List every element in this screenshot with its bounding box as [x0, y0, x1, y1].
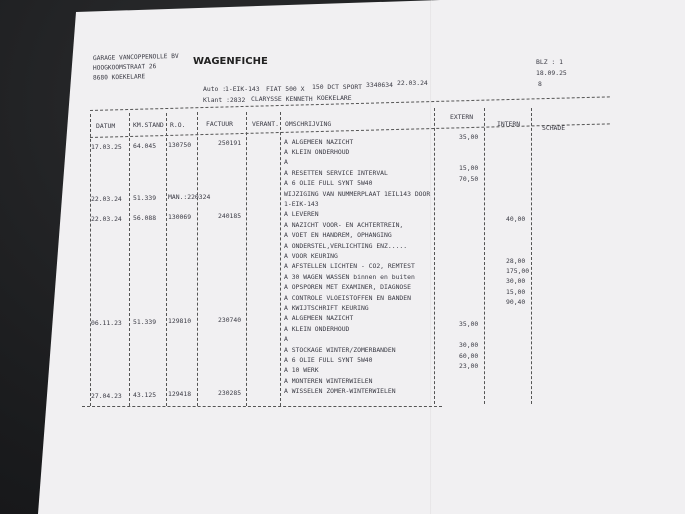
- cell-factuur: 250191: [218, 139, 242, 148]
- cell-omschrijving: A NAZICHT VOOR- EN ACHTERTREIN,: [284, 220, 404, 229]
- cell-omschrijving: A VOOR KEURING: [284, 252, 338, 260]
- cell-omschrijving: A ALGEMEEN NAZICHT: [284, 314, 354, 323]
- cell-ro: 129418: [168, 390, 192, 399]
- cell-extern: 15,00: [459, 164, 479, 173]
- client-name: CLARYSSE KENNETH: [251, 95, 313, 103]
- cell-omschrijving: A 6 OLIE FULL SYNT 5W40: [284, 356, 373, 364]
- cell-factuur: 230740: [218, 316, 242, 325]
- col-rule: [434, 108, 435, 404]
- cell-extern: 60,00: [459, 351, 479, 360]
- cell-omschrijving: A STOCKAGE WINTER/ZOMERBANDEN: [284, 345, 396, 354]
- cell-km-stand: 56.088: [133, 214, 157, 223]
- client-label: Klant :2832: [203, 96, 246, 104]
- vehicle-model: FIAT 500 X: [266, 85, 305, 93]
- cell-omschrijving: A VOET EN HANDREM, OPHANGING: [284, 231, 392, 240]
- print-date: 18.09.25: [536, 69, 567, 77]
- cell-datum: 22.03.24: [91, 215, 122, 224]
- col-header-extern: EXTERN: [450, 113, 474, 121]
- cell-omschrijving: A ONDERSTEL,VERLICHTING ENZ.....: [284, 241, 408, 250]
- cell-ro: 129810: [168, 317, 192, 326]
- cell-intern: 90,40: [506, 298, 526, 307]
- cell-datum: 27.04.23: [91, 392, 122, 401]
- cell-ro: 130750: [168, 140, 192, 149]
- company-city: 8680 KOEKELARE: [92, 73, 146, 82]
- cell-omschrijving: A ALGEMEEN NAZICHT: [284, 137, 354, 146]
- cell-omschrijving: A: [284, 335, 288, 344]
- cell-km-stand: 51.339: [133, 318, 157, 327]
- cell-omschrijving: A 30 WAGEN WASSEN binnen en buiten: [284, 272, 415, 281]
- cell-ro: 130069: [168, 213, 192, 222]
- page-number: BLZ : 1: [536, 58, 563, 66]
- col-header-datum: DATUM: [96, 122, 116, 130]
- cell-omschrijving: A 6 OLIE FULL SYNT 5W40: [284, 179, 373, 188]
- cell-km-stand: 43.125: [133, 391, 157, 400]
- col-header-omschrijving: OMSCHRIJVING: [285, 120, 332, 128]
- cell-omschrijving: A KWIJTSCHRIFT KEURING: [284, 304, 369, 312]
- client-city: KOEKELARE: [317, 94, 352, 102]
- page-code: 8: [538, 80, 542, 88]
- cell-factuur: 240185: [218, 212, 242, 221]
- cell-datum: 17.03.25: [91, 142, 122, 151]
- paper-fold: [430, 0, 432, 514]
- col-rule: [484, 108, 485, 404]
- col-header-schade: SCHADE: [542, 124, 566, 132]
- cell-datum: 06.11.23: [91, 319, 122, 328]
- cell-extern: 30,00: [459, 341, 479, 350]
- vehicle-date: 22.03.24: [397, 79, 428, 87]
- cell-omschrijving: A KLEIN ONDERHOUD: [284, 148, 350, 156]
- cell-omschrijving: 1-EIK-143: [284, 200, 319, 208]
- col-header-factuur: FACTUUR: [206, 120, 233, 128]
- cell-intern: 28,00: [506, 256, 526, 265]
- cell-intern: 15,00: [506, 287, 526, 296]
- vehicle-code: 3340634: [366, 81, 393, 89]
- vehicle-version: 150 DCT SPORT: [312, 83, 363, 91]
- table-bottom-rule: [82, 406, 442, 407]
- cell-extern: 70,50: [459, 174, 479, 183]
- cell-omschrijving: A KLEIN ONDERHOUD: [284, 324, 350, 333]
- col-rule: [531, 108, 532, 404]
- cell-omschrijving: A 10 WERK: [284, 366, 319, 375]
- cell-datum: 22.03.24: [91, 194, 122, 203]
- cell-km-stand: 51.339: [133, 193, 157, 202]
- col-rule: [246, 112, 247, 406]
- cell-omschrijving: A RESETTEN SERVICE INTERVAL: [284, 168, 388, 177]
- cell-extern: 35,00: [459, 320, 479, 329]
- col-header-ro: R.O.: [170, 121, 186, 129]
- cell-intern: 30,00: [506, 277, 526, 286]
- cell-omschrijving: A AFSTELLEN LICHTEN - CO2, REMTEST: [284, 262, 415, 271]
- cell-omschrijving: A MONTEREN WINTERWIELEN: [284, 376, 373, 385]
- cell-omschrijving: WIJZIGING VAN NUMMERPLAAT 1EIL143 DOOR: [284, 189, 431, 198]
- col-rule: [166, 113, 167, 406]
- col-rule: [129, 113, 130, 406]
- cell-omschrijving: A LEVEREN: [284, 210, 319, 219]
- cell-omschrijving: A CONTROLE VLOEISTOFFEN EN BANDEN: [284, 293, 411, 302]
- cell-omschrijving: A: [284, 158, 288, 167]
- cell-ro: MAN.:220324: [168, 192, 211, 201]
- cell-intern: 175,00: [506, 267, 530, 275]
- company-street: HOOGKOOMSTRAAT 26: [92, 63, 157, 72]
- col-header-kmstand: KM.STAND: [133, 121, 164, 129]
- cell-intern: 40,00: [506, 215, 526, 223]
- company-name: GARAGE VANCOPPENOLLE BV: [92, 52, 179, 63]
- col-header-intern: INTERN: [497, 120, 521, 128]
- cell-extern: 35,00: [459, 133, 479, 142]
- cell-factuur: 230285: [218, 388, 242, 397]
- col-rule: [197, 112, 198, 406]
- col-rule: [280, 112, 281, 406]
- col-header-verant: VERANT.: [252, 120, 279, 128]
- cell-extern: 23,00: [459, 361, 479, 370]
- cell-omschrijving: A OPSPOREN MET EXAMINER, DIAGNOSE: [284, 283, 411, 292]
- cell-km-stand: 64.045: [133, 141, 157, 150]
- cell-omschrijving: A WISSELEN ZOMER-WINTERWIELEN: [284, 387, 396, 396]
- vehicle-plate: 1-EIK-143: [225, 85, 260, 93]
- vehicle-auto-label: Auto :: [203, 85, 227, 93]
- page-title: WAGENFICHE: [193, 56, 268, 67]
- col-rule: [90, 114, 91, 406]
